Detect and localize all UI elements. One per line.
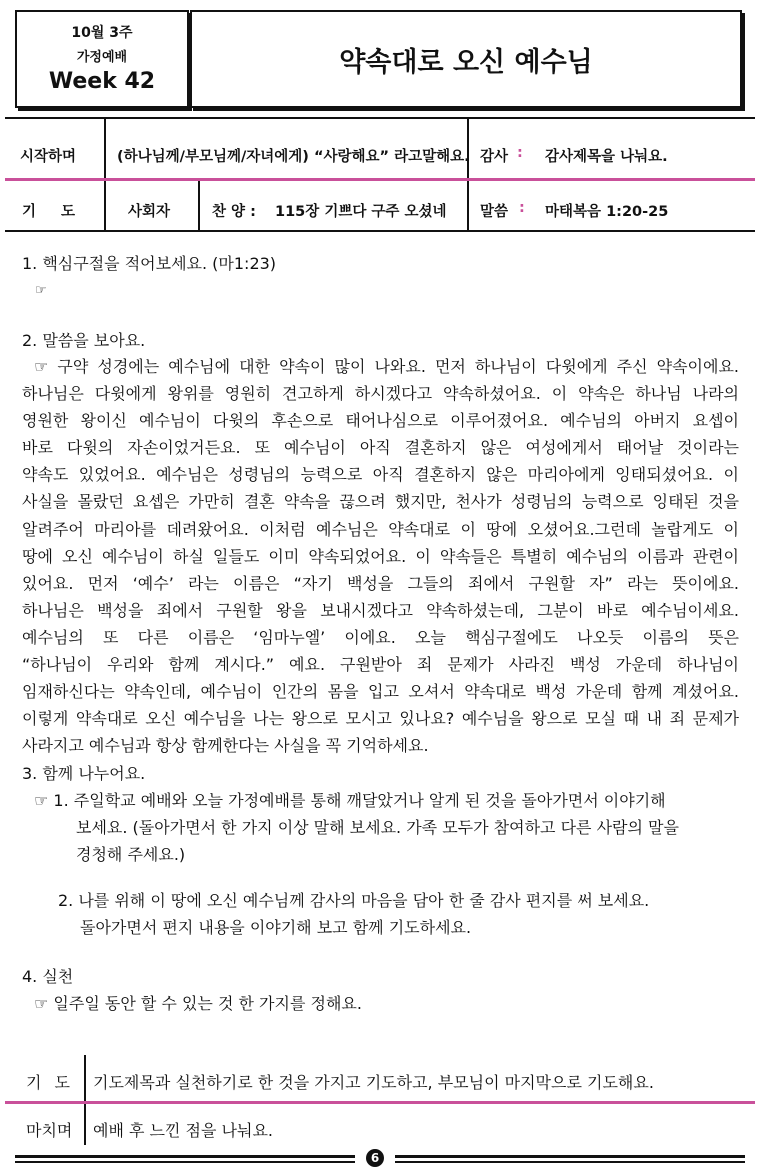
word-separator: : <box>519 200 525 216</box>
pointer-icon: ☞ <box>35 283 47 298</box>
thanks-text: 감사제목을 나눠요. <box>545 149 668 165</box>
footer-rule-left-2 <box>15 1161 355 1163</box>
word-text: 마태복음 1:20-25 <box>545 204 669 220</box>
leader-label: 사회자 <box>128 204 171 220</box>
divider <box>198 181 200 231</box>
week-category: 가정예배 <box>76 50 128 65</box>
week-date: 10월 3주 <box>71 25 133 41</box>
closing-end-text: 예배 후 느낀 점을 나눠요. <box>93 1121 273 1140</box>
section3-heading: 3. 함께 나누어요. <box>22 764 146 783</box>
closing-rule <box>5 1101 755 1104</box>
table-bottom-rule <box>5 230 755 232</box>
sermon-line: 임재하신다는 약속인데, 예수님이 인간의 몸을 입고 오셔서 약속대로 백성 가운데 함께 계셨어요. <box>22 682 739 702</box>
footer-rule-right <box>395 1155 745 1158</box>
closing-end-label: 마치며 <box>26 1121 73 1140</box>
sermon-line: 알려주어 마리아를 데려왔어요. 이처럼 예수님은 약속대로 이 땅에 오셨어요.그런데 놀랍게도 이 <box>22 519 739 539</box>
sermon-line: “하나님이 우리와 함께 계시다.” 예요. 구원받아 죄 문제가 사라진 백성 가운데 하나님이 <box>22 655 739 675</box>
share-item1-line1: ☞ 1. 주일학교 예배와 오늘 가정예배를 통해 깨달았거나 알게 된 것을 돌아가면서 이야기해 <box>34 791 666 810</box>
week-number: Week 42 <box>48 69 156 94</box>
sermon-line: 예수님의 또 다른 이름은 ‘임마누엘’ 이에요. 오늘 핵심구절에도 나오듯 이름의 뜻은 <box>22 627 739 647</box>
section2-heading: 2. 말씀을 보아요. <box>22 331 146 350</box>
hymn-label: 찬 양 : <box>212 204 256 220</box>
sermon-line: ☞ 구약 성경에는 예수님에 대한 약속이 많이 나와요. 먼저 하나님이 다윗에게 주신 약속이에요. <box>34 357 739 376</box>
thanks-label: 감사 <box>480 149 509 165</box>
sermon-body <box>22 353 739 759</box>
start-text: (하나님께/부모님께/자녀에게) “사랑해요” 라고말해요. <box>117 149 470 165</box>
practice-text: ☞ 일주일 동안 할 수 있는 것 한 가지를 정해요. <box>34 994 362 1013</box>
sermon-line: 약속도 있었어요. 예수님은 성령님의 능력으로 아직 결혼하지 않은 마리아에게 잉태되셨어요. 이 <box>22 465 739 485</box>
page-title-box <box>190 10 742 108</box>
footer-rule-right-2 <box>395 1161 745 1163</box>
sermon-line: 바로 다윗의 자손이었거든요. 또 예수님이 아직 결혼하지 않은 여성에게서 태어날 것이라는 <box>22 438 739 458</box>
section4-heading: 4. 실천 <box>22 967 74 986</box>
page-title: 약속대로 오신 예수님 <box>339 46 593 78</box>
week-badge <box>15 10 189 108</box>
divider <box>104 181 106 231</box>
hymn-text: 115장 기쁘다 구주 오셨네 <box>275 204 447 220</box>
table-top-rule <box>5 117 755 119</box>
divider <box>467 181 469 231</box>
closing-prayer-text: 기도제목과 실천하기로 한 것을 가지고 기도하고, 부모님이 마지막으로 기도해요. <box>93 1073 654 1092</box>
prayer-label: 기 도 <box>22 204 86 220</box>
sermon-line: 사실을 몰랐던 요셉은 가만히 결혼 약속을 끊으려 했지만, 천사가 성령님의 능력으로 잉태된 것을 <box>22 492 739 512</box>
sermon-line: 영원한 왕이신 예수님이 다윗의 후손으로 태어나심으로 이루어졌어요. 예수님의 아버지 요셉이 <box>22 411 739 431</box>
word-label: 말씀 <box>480 204 509 220</box>
sermon-line: 하나님은 다윗에게 왕위를 영원히 견고하게 하시겠다고 약속하셨어요. 이 약속은 하나님 나라의 <box>22 384 739 404</box>
share-item2-line1: 2. 나를 위해 이 땅에 오신 예수님께 감사의 마음을 담아 한 줄 감사 편지를 써 보세요. <box>58 891 650 910</box>
sermon-line: 사라지고 예수님과 항상 함께한다는 사실을 꼭 기억하세요. <box>22 736 429 756</box>
sermon-line: 땅에 오신 예수님이 하실 일들도 이미 약속되었어요. 이 약속들은 특별히 예수님의 이름과 관련이 <box>22 546 739 566</box>
divider <box>104 117 106 180</box>
page-number: 6 <box>366 1149 384 1167</box>
divider <box>84 1055 86 1145</box>
footer-rule-left <box>15 1155 355 1158</box>
start-label: 시작하며 <box>20 149 77 165</box>
sermon-line: 있어요. 먼저 ‘예수’ 라는 이름은 “자기 백성을 그들의 죄에서 구원할 자” 라는 뜻이에요. <box>22 573 739 593</box>
section1-heading: 1. 핵심구절을 적어보세요. (마1:23) <box>22 254 277 273</box>
thanks-separator: : <box>517 145 523 161</box>
share-item1-line2: 보세요. (돌아가면서 한 가지 이상 말해 보세요. 가족 모두가 참여하고 다른 사람의 말을 <box>76 818 679 837</box>
sermon-line: 하나님은 백성을 죄에서 구원할 왕을 보내시겠다고 약속하셨는데, 그분이 바로 예수님이세요. <box>22 600 739 620</box>
share-item2-line2: 돌아가면서 편지 내용을 이야기해 보고 함께 기도하세요. <box>80 918 472 937</box>
closing-prayer-label: 기 도 <box>26 1073 70 1092</box>
sermon-line: 이렇게 약속대로 오신 예수님을 나는 왕으로 모시고 있나요? 예수님을 왕으로 모실 때 내 죄 문제가 <box>22 709 739 729</box>
share-item1-line3: 경청해 주세요.) <box>76 845 186 864</box>
table-middle-rule <box>5 178 755 181</box>
